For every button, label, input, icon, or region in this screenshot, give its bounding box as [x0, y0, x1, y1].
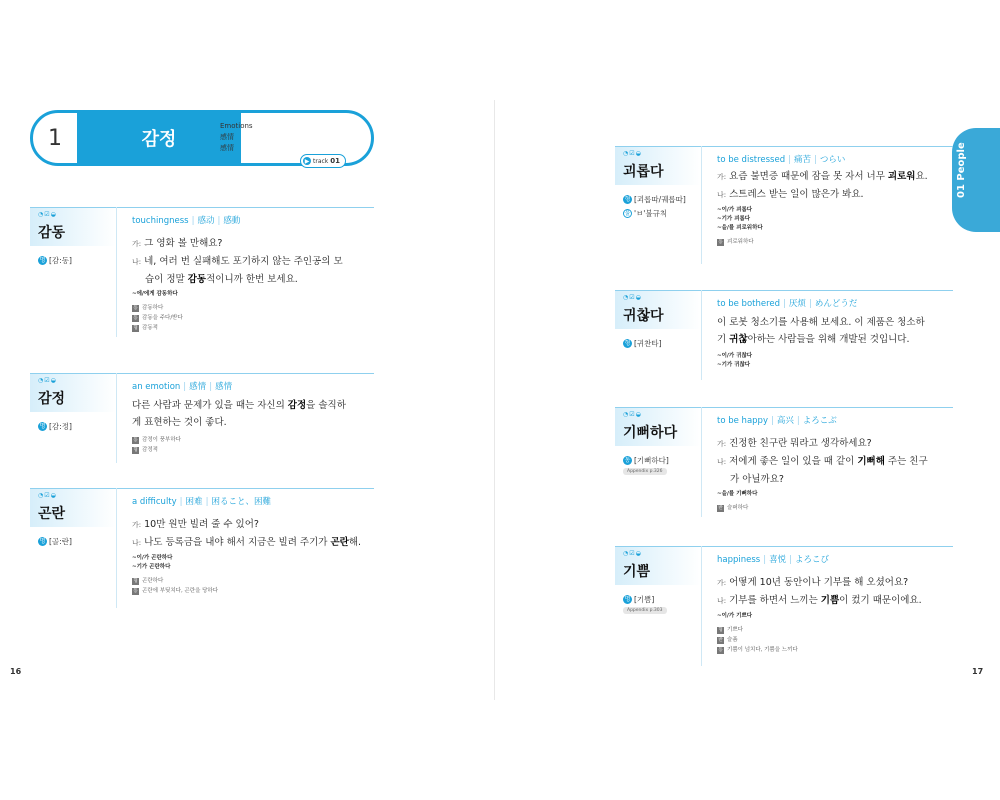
pronunciation-text: [괴롭따/궤롭따] [634, 195, 686, 204]
example-text: 적이니까 한번 보세요. [206, 274, 298, 285]
meaning-line [717, 414, 837, 426]
entry-divider [701, 407, 702, 517]
entry-headword-box [615, 546, 701, 585]
example-line [132, 271, 343, 288]
separator: | [179, 497, 183, 507]
related-word [132, 435, 181, 445]
entry-divider [701, 546, 702, 666]
example-sentences [717, 435, 928, 488]
grammar-pattern: ~을/를 기뻐하다 [717, 491, 758, 497]
speaker-label: 나: [132, 258, 142, 266]
meaning-japanese: 感情 [215, 382, 233, 392]
irregular-text: 'ㅂ'불규칙 [634, 209, 668, 218]
meaning-line [717, 297, 857, 309]
part-of-speech-badge: 명 [39, 423, 46, 430]
grammar-pattern: ~이/가 기쁘다 [717, 613, 753, 619]
entry-headword-box [30, 373, 116, 412]
related-text: 감동하다 [142, 305, 164, 311]
irregular-badge: 불 [624, 210, 631, 217]
play-icon: ▶ [304, 157, 310, 165]
chapter-translation-jp: 感情 [220, 144, 234, 152]
related-tag-badge: 형 [133, 447, 138, 453]
related-words [717, 503, 748, 513]
example-line [717, 314, 925, 331]
chapter-translation-cn: 感情 [220, 133, 234, 141]
example-sentences [717, 574, 922, 610]
related-word [717, 635, 798, 645]
entry-headword-box [615, 407, 701, 446]
related-text: 슬퍼하다 [727, 505, 749, 511]
meaning-line [717, 553, 829, 565]
related-words [132, 303, 183, 333]
level-icons: ◔☑◒ [623, 294, 642, 301]
separator: | [763, 555, 767, 565]
example-text: 이 로봇 청소기를 사용해 보세요. 이 제품은 청소하 [717, 317, 925, 328]
meaning-english: touchingness [132, 216, 189, 226]
pronunciation [38, 421, 72, 432]
meaning-line [132, 495, 271, 507]
entry-top-rule [116, 488, 374, 489]
entry-divider [116, 207, 117, 337]
headword: 감동 [38, 225, 66, 241]
example-sentences [717, 314, 925, 348]
grammar-patterns [132, 554, 172, 572]
part-of-speech-badge: 형 [624, 340, 631, 347]
entry-top-rule [701, 407, 953, 408]
related-text: 괴로워하다 [727, 239, 754, 245]
level-icons: ◔☑◒ [623, 550, 642, 557]
part-of-speech-badge: 명 [624, 596, 631, 603]
related-tag-badge: 동 [133, 305, 138, 311]
pronunciation-text: [감:동] [49, 256, 72, 265]
related-text: 곤란하다 [142, 578, 164, 584]
example-text: 습이 정말 [145, 274, 188, 285]
meaning-english: to be happy [717, 416, 768, 426]
meaning-line [717, 153, 845, 165]
pronunciation [623, 455, 669, 466]
example-text: 다른 사람과 문제가 있을 때는 자신의 [132, 400, 288, 411]
related-word [717, 237, 754, 247]
example-text: 저에게 좋은 일이 있을 때 같이 [729, 456, 858, 467]
entry-top-rule [116, 207, 374, 208]
related-tag-badge: 형 [718, 627, 723, 633]
example-text: 나도 등록금을 내야 해서 지금은 빌려 주기가 [144, 537, 331, 548]
separator: | [183, 382, 187, 392]
separator: | [205, 497, 209, 507]
grammar-patterns [717, 206, 763, 233]
grammar-patterns [717, 612, 752, 621]
separator: | [796, 416, 800, 426]
part-of-speech-badge: 명 [39, 538, 46, 545]
separator: | [209, 382, 213, 392]
example-text: 기 [717, 334, 730, 345]
pronunciation [623, 594, 654, 605]
pronunciation [38, 536, 72, 547]
entry-headword-box [615, 146, 701, 185]
related-word [717, 625, 798, 635]
meaning-japanese: めんどうだ [814, 299, 858, 309]
example-text: 요즘 불면증 때문에 잠을 못 자서 너무 [729, 171, 888, 182]
pronunciation [38, 255, 72, 266]
grammar-pattern: ~기가 괴롭다 [717, 216, 751, 222]
meaning-chinese: 感情 [189, 382, 207, 392]
example-text: 스트레스 받는 일이 많은가 봐요. [729, 189, 864, 200]
grammar-patterns [717, 490, 757, 499]
example-sentences [132, 397, 346, 431]
example-text: 그 영화 볼 만해요? [144, 238, 223, 249]
related-text: 곤란에 부딪치다, 곤란을 당하다 [142, 588, 219, 594]
entry-headword-box [30, 488, 116, 527]
meaning-english: an emotion [132, 382, 181, 392]
chapter-number: 1 [48, 125, 62, 151]
speaker-label: 가: [132, 240, 142, 248]
chapter-title: 감정 [77, 113, 241, 163]
level-icons: ◔☑◒ [623, 150, 642, 157]
related-text: 감동적 [142, 325, 158, 331]
headword: 귀찮다 [623, 308, 664, 324]
pronunciation [623, 338, 662, 349]
related-word [717, 645, 798, 655]
example-text: 진정한 친구란 뭐라고 생각하세요? [729, 438, 872, 449]
related-tag-badge: 형 [133, 578, 138, 584]
irregular-note [623, 208, 667, 219]
example-text: 요. [915, 171, 928, 182]
entry-top-rule [701, 290, 953, 291]
level-icons: ◔☑◒ [38, 377, 57, 384]
speaker-label: 나: [717, 458, 727, 466]
meaning-chinese: 感动 [197, 216, 215, 226]
grammar-pattern: ~기가 귀찮다 [717, 362, 751, 368]
grammar-pattern: ~이/가 귀찮다 [717, 353, 753, 359]
chapter-translations [220, 121, 253, 154]
example-text: 어떻게 10년 동안이나 기부를 해 오셨어요? [729, 577, 909, 588]
example-line [132, 534, 361, 552]
example-text: 이 컸기 때문이에요. [839, 595, 922, 606]
highlighted-word: 괴로워 [887, 171, 916, 182]
entry-divider [701, 146, 702, 264]
separator: | [191, 216, 195, 226]
separator: | [814, 155, 817, 165]
example-line [717, 168, 928, 186]
pronunciation-text: [골:란] [49, 537, 72, 546]
example-line [717, 574, 922, 592]
example-text: 을 솔직하 [306, 400, 346, 411]
meaning-chinese: 厌烦 [788, 299, 806, 309]
related-word [717, 503, 748, 513]
example-line [717, 471, 928, 488]
related-words [132, 435, 181, 455]
related-text: 감정적 [142, 447, 158, 453]
example-text: 아하는 사람들을 위해 개발된 것입니다. [747, 334, 910, 345]
appendix-reference[interactable]: Appendix p.303 [623, 607, 667, 614]
grammar-pattern: ~에/에게 감동하다 [132, 291, 178, 297]
related-word [132, 313, 183, 323]
related-tag-badge: 동 [718, 239, 723, 245]
speaker-label: 나: [132, 539, 142, 547]
page-number-right: 17 [972, 667, 984, 676]
entry-divider [701, 290, 702, 380]
page-number-left: 16 [10, 667, 22, 676]
entry-headword-box [615, 290, 701, 329]
grammar-patterns [717, 352, 752, 370]
appendix-reference[interactable]: Appendix p.326 [623, 468, 667, 475]
separator: | [783, 299, 786, 309]
headword: 감정 [38, 391, 66, 407]
headword: 기쁨 [623, 564, 651, 580]
pronunciation-text: [기쁨] [634, 595, 655, 604]
example-text: 기부를 하면서 느끼는 [729, 595, 821, 606]
related-text: 기쁘다 [727, 627, 743, 633]
related-text: 슬픔 [727, 637, 738, 643]
example-text: 해. [348, 537, 362, 548]
grammar-patterns [132, 290, 178, 299]
related-words [132, 576, 218, 596]
grammar-pattern: ~이/가 곤란하다 [132, 555, 173, 561]
meaning-english: happiness [717, 555, 761, 565]
highlighted-word: 곤란 [330, 537, 349, 548]
highlighted-word: 감정 [287, 400, 307, 411]
related-word [132, 576, 218, 586]
headword: 곤란 [38, 506, 66, 522]
grammar-pattern: ~기가 곤란하다 [132, 564, 171, 570]
example-line [132, 397, 346, 414]
example-line [132, 414, 346, 431]
page-gutter [494, 100, 495, 700]
example-sentences [717, 168, 928, 204]
section-side-tab [952, 128, 1000, 232]
meaning-japanese: 感動 [223, 216, 241, 226]
track-number: 01 [330, 157, 341, 165]
related-text: 감동을 주다/받다 [142, 315, 183, 321]
related-text: 감정이 풍부하다 [142, 437, 181, 443]
related-word [132, 303, 183, 313]
example-line [717, 453, 928, 471]
separator: | [788, 155, 791, 165]
example-line [132, 516, 361, 534]
meaning-english: to be bothered [717, 299, 781, 309]
meaning-japanese: つらい [819, 155, 846, 165]
level-icons: ◔☑◒ [38, 211, 57, 218]
speaker-label: 나: [717, 597, 727, 605]
audio-track-badge[interactable] [300, 154, 346, 168]
meaning-chinese: 高兴 [776, 416, 794, 426]
entry-divider [116, 373, 117, 463]
pronunciation [623, 194, 686, 205]
speaker-label: 나: [717, 191, 727, 199]
example-line [717, 331, 925, 348]
example-text: 네, 여러 번 실패해도 포기하지 않는 주인공의 모 [144, 256, 343, 267]
part-of-speech-badge: 동 [624, 457, 631, 464]
part-of-speech-badge: 명 [39, 257, 46, 264]
chapter-translation-en: Emotions [220, 122, 253, 130]
separator: | [217, 216, 221, 226]
part-of-speech-badge: 형 [624, 196, 631, 203]
related-word [132, 445, 181, 455]
track-label: track [313, 157, 329, 165]
highlighted-word: 감동 [187, 274, 207, 285]
related-tag-badge: 동 [133, 315, 138, 321]
meaning-chinese: 困难 [185, 497, 203, 507]
related-text: 기쁨이 넘치다, 기쁨을 느끼다 [727, 647, 798, 653]
meaning-chinese: 痛苦 [793, 155, 811, 165]
speaker-label: 가: [717, 173, 727, 181]
example-text: 게 표현하는 것이 좋다. [132, 417, 227, 428]
related-words [717, 237, 754, 247]
meaning-japanese: 困ること、困難 [211, 497, 271, 507]
related-tag-badge: 동 [133, 588, 138, 594]
related-tag-badge: 반 [718, 637, 723, 643]
headword: 괴롭다 [623, 164, 664, 180]
example-text: 10만 원만 빌려 줄 수 있어? [144, 519, 259, 530]
grammar-pattern: ~을/를 괴로워하다 [717, 225, 763, 231]
highlighted-word: 기쁨 [820, 595, 840, 606]
example-line [717, 592, 922, 610]
separator: | [770, 416, 774, 426]
separator: | [789, 555, 792, 565]
related-tag-badge: 동 [718, 647, 723, 653]
related-word [132, 323, 183, 333]
speaker-label: 가: [717, 579, 727, 587]
example-line [132, 235, 343, 253]
meaning-chinese: 喜悦 [769, 555, 787, 565]
pronunciation-text: [기뻐하다] [634, 456, 669, 465]
meaning-japanese: よろこぶ [802, 416, 837, 426]
example-line [717, 186, 928, 204]
entry-top-rule [701, 546, 953, 547]
speaker-label: 가: [132, 521, 142, 529]
related-tag-badge: 형 [133, 325, 138, 331]
pronunciation-text: [감:정] [49, 422, 72, 431]
related-tag-badge: 반 [718, 505, 723, 511]
related-tag-badge: 동 [133, 437, 138, 443]
grammar-pattern: ~이/가 괴롭다 [717, 207, 753, 213]
highlighted-word: 기뻐해 [857, 456, 885, 467]
example-line [717, 435, 928, 453]
entry-top-rule [116, 373, 374, 374]
pronunciation-text: [귀찬타] [634, 339, 662, 348]
example-text: 가 아닐까요? [730, 474, 784, 485]
related-words [717, 625, 798, 655]
example-line [132, 253, 343, 271]
entry-headword-box [30, 207, 116, 246]
speaker-label: 가: [717, 440, 727, 448]
example-sentences [132, 516, 361, 552]
example-text: 주는 친구 [884, 456, 928, 467]
headword: 기뻐하다 [623, 425, 678, 441]
meaning-line [132, 380, 232, 392]
related-word [132, 586, 218, 596]
meaning-english: a difficulty [132, 497, 177, 507]
separator: | [808, 299, 812, 309]
side-tab-label: 01 People [956, 142, 967, 198]
meaning-english: to be distressed [717, 155, 786, 165]
level-icons: ◔☑◒ [623, 411, 642, 418]
meaning-line [132, 214, 240, 226]
entry-divider [116, 488, 117, 608]
level-icons: ◔☑◒ [38, 492, 57, 499]
highlighted-word: 귀찮 [729, 334, 748, 345]
example-sentences [132, 235, 343, 288]
meaning-japanese: よろこび [795, 555, 830, 565]
entry-top-rule [701, 146, 953, 147]
